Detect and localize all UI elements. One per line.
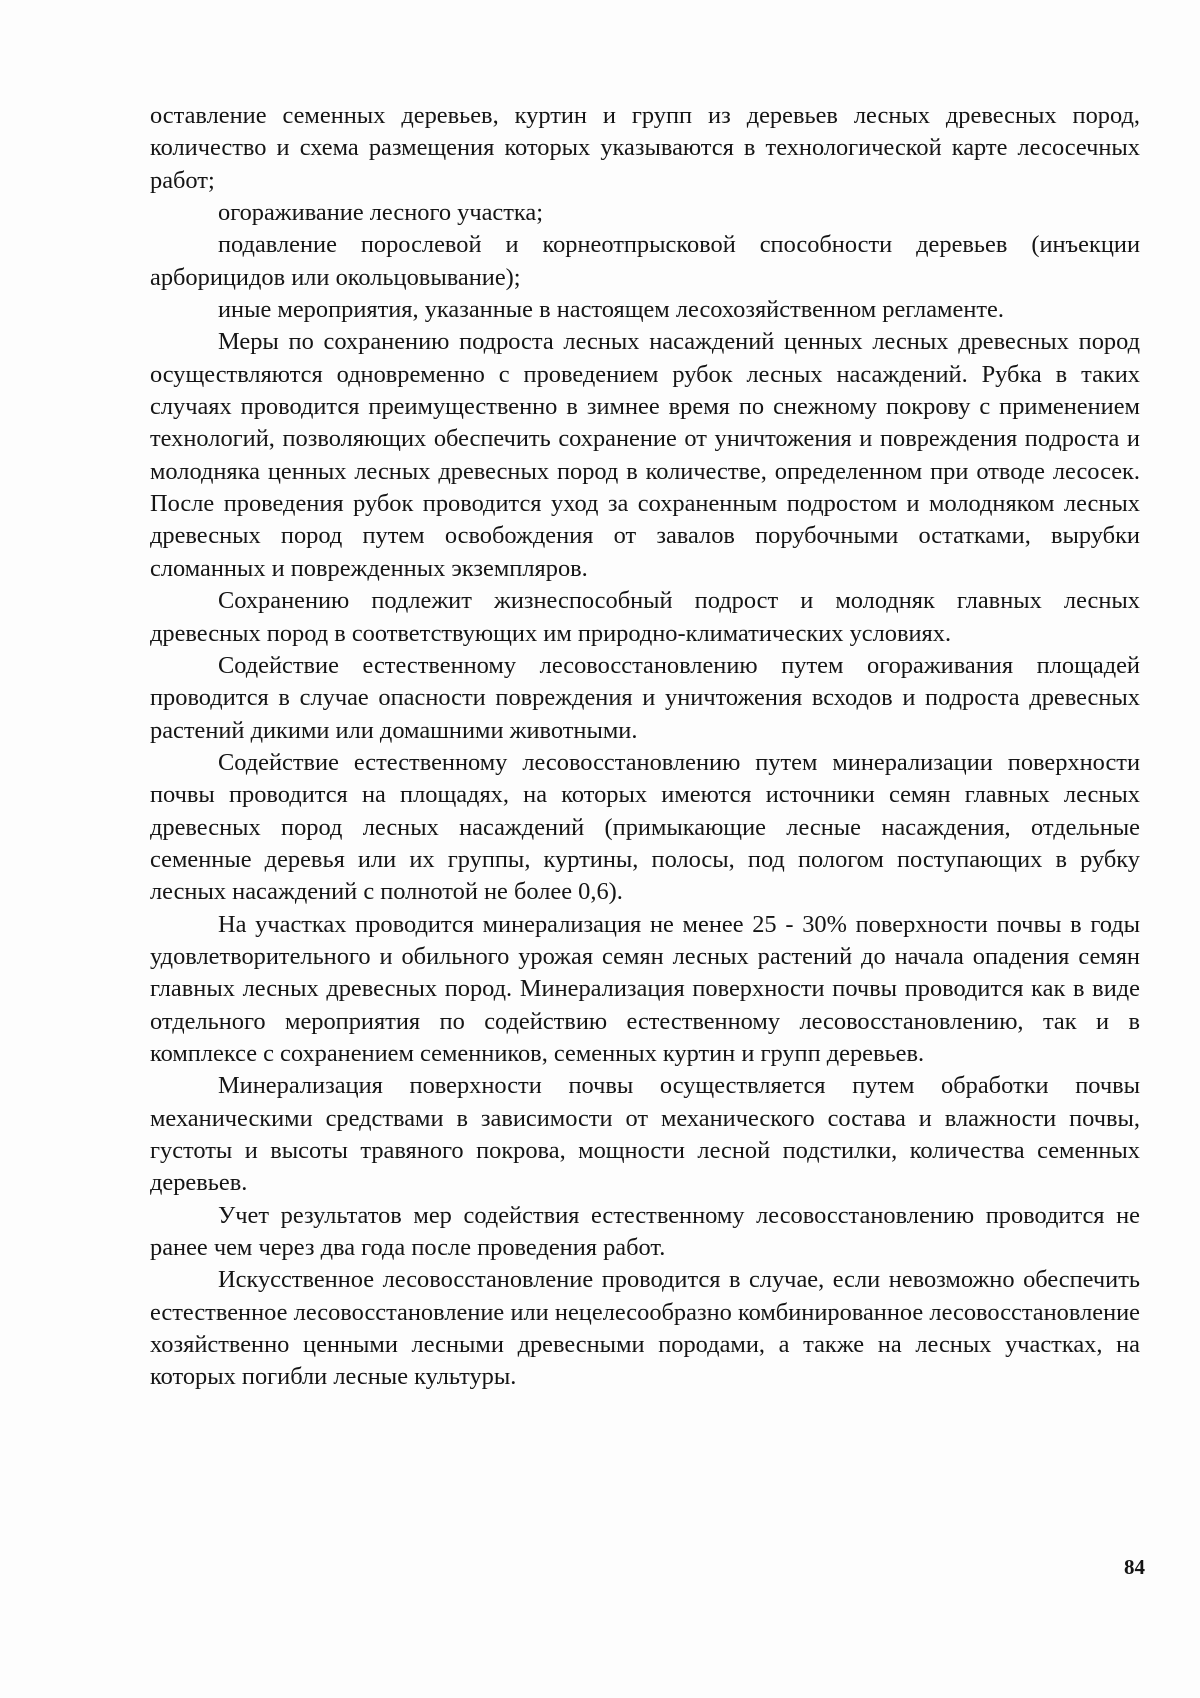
paragraph-8: Содействие естественному лесовосстановлению путем минерализации поверхности почвы проводится на площадях, на которых имеются источники семян главных лесных древесных пород лесных насаждений (примыкающие лесные насаждения, отдельные семенные деревья или их группы, куртины, полосы, под пологом поступающих в рубку лесных насаждений с полнотой не более 0,6). (150, 748, 1140, 906)
paragraph-2: огораживание лесного участка; (218, 199, 543, 227)
paragraph-10: Минерализация поверхности почвы осуществляется путем обработки почвы механическими средствами в зависимости от механического состава и влажности почвы, густоты и высоты травяного покрова, мощности лесной подстилки, количества семенных деревьев. (150, 1072, 1140, 1197)
paragraph-7: Содействие естественному лесовосстановлению путем огораживания площадей проводится в случае опасности повреждения и уничтожения всходов и подроста древесных растений дикими или домашними животными. (150, 651, 1140, 744)
paragraph-12: Искусственное лесовосстановление проводится в случае, если невозможно обеспечить естественное лесовосстановление или нецелесообразно комбинированное лесовосстановление хозяйственно ценными лесными древесными породами, а также на лесных участках, на которых погибли лесные культуры. (150, 1266, 1140, 1391)
paragraph-1: оставление семенных деревьев, куртин и групп из деревьев лесных древесных пород, количество и схема размещения которых указываются в технологической карте лесосечных работ; (150, 102, 1140, 194)
body-text (150, 100, 1140, 1394)
paragraph-5: Меры по сохранению подроста лесных насаждений ценных лесных древесных пород осуществляются одновременно с проведением рубок лесных насаждений. Рубка в таких случаях проводится преимущественно в зимнее время по снежному покрову с применением технологий, позволяющих обеспечить сохранение от уничтожения и повреждения подроста и молодняка ценных лесных древесных пород в количестве, определенном при отводе лесосек. После проведения рубок проводится уход за сохраненным подростом и молодняком лесных древесных пород путем освобождения от завалов порубочными остатками, вырубки сломанных и поврежденных экземпляров. (150, 328, 1140, 582)
paragraph-3: подавление порослевой и корнеотпрысковой способности деревьев (инъекции арборицидов или окольцовывание); (150, 231, 1140, 291)
paragraph-9: На участках проводится минерализация не менее 25 - 30% поверхности почвы в годы удовлетворительного и обильного урожая семян лесных растений до начала опадения семян главных лесных древесных пород. Минерализация поверхности почвы проводится как в виде отдельного мероприятия по содействию естественному лесовосстановлению, так и в комплексе с сохранением семенников, семенных куртин и групп деревьев. (150, 910, 1140, 1067)
paragraph-4: иные мероприятия, указанные в настоящем лесохозяйственном регламенте. (218, 296, 1004, 324)
paragraph-11: Учет результатов мер содействия естественному лесовосстановлению проводится не ранее чем через два года после проведения работ. (150, 1201, 1140, 1262)
page-number: 84 (1124, 1555, 1145, 1579)
paragraph-6: Сохранению подлежит жизнеспособный подрост и молодняк главных лесных древесных пород в соответствующих им природно-климатических условиях. (150, 587, 1140, 647)
